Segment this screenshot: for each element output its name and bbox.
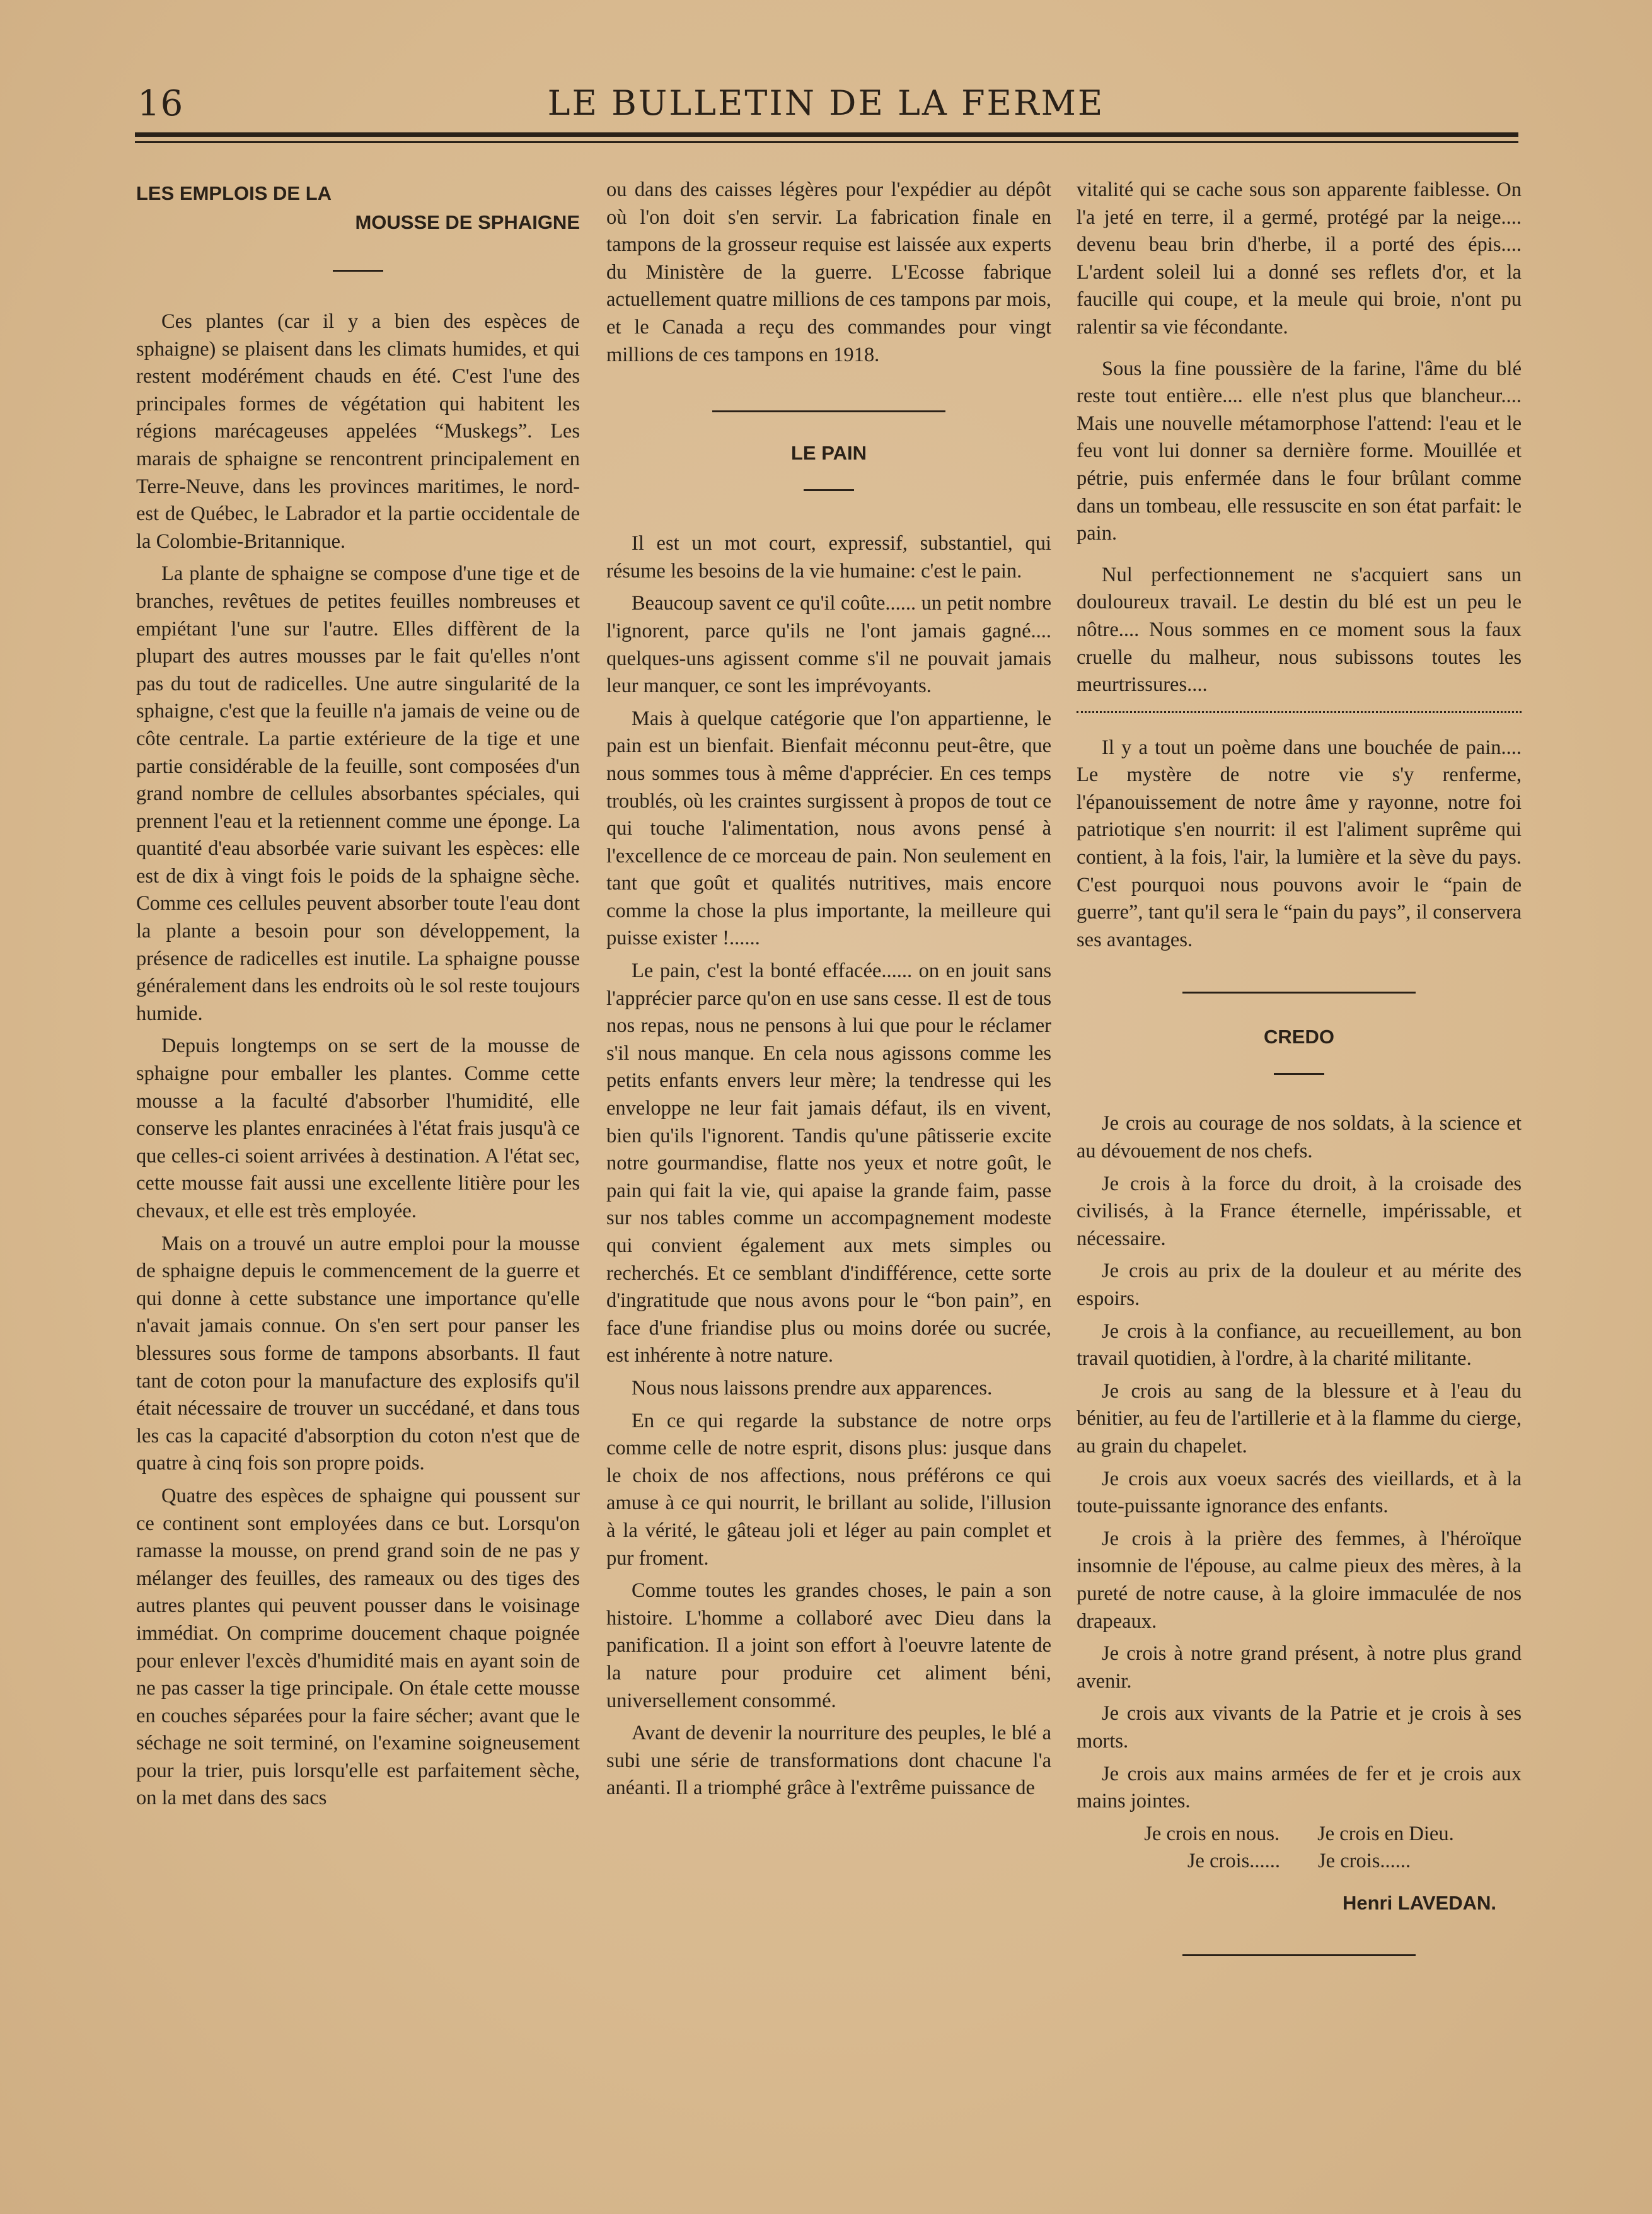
article-title-credo: CREDO [1264,1026,1334,1048]
paragraph: Comme toutes les grandes choses, le pain a son histoire. L'homme a collaboré avec Dieu dans la panification. Il a joint son effort à l'oeuvre latente de la nature pour produire cet aliment béni, universellement consommé. [606,1579,1051,1712]
paragraph: Il est un mot court, expressif, substantiel, qui résume les besoins de la vie humaine: c'est le pain. [606,532,1051,582]
title-separator [1274,1073,1324,1075]
credo-final-line [1077,1821,1522,1848]
article-title-pain: LE PAIN [791,442,867,465]
credo-paragraph: Je crois au prix de la douleur et au mérite des espoirs. [1077,1260,1522,1310]
closing-rule [1182,1954,1416,1956]
header-rule-thick [135,132,1518,137]
article-title-mousse [136,179,580,237]
title-separator [333,270,383,272]
credo-paragraph: Je crois aux vivants de la Patrie et je crois à ses morts. [1077,1702,1522,1753]
paragraph: Avant de devenir la nourriture des peuples, le blé a subi une série de transformations dont chacune l'a anéanti. Il a triomphé grâce à l'extrême puissance de [606,1722,1051,1800]
credo-paragraph: Je crois aux mains armées de fer et je crois aux mains jointes. [1077,1762,1522,1813]
paragraph: Quatre des espèces de sphaigne qui poussent sur ce continent sont employées dans ce but. Lorsqu'on ramasse la mousse, on prend grand soin de ne pas y mélanger des feuilles, des rameaux ou des tiges des autres plantes qui peuvent pousser dans le voisinage immédiat. On comprime doucement chaque poignée pour enlever l'excès d'humidité mais en ayant soin de ne pas casser la tige principale. On étale cette mousse en couches séparées pour la faire sécher; avant que le séchage ne soit terminé, on l'examine soigneusement pour la trier, puis lorsqu'elle est parfaitement sèche, on la met dans des sacs [136,1484,580,1810]
credo-paragraph: Je crois à la confiance, au recueillement, au bon travail quotidien, à l'ordre, à la charité militante. [1077,1319,1522,1371]
paragraph: Ces plantes (car il y a bien des espèces de sphaigne) se plaisent dans les climats humides, et qui restent modérément chauds en été. C'est l'une des principales formes de végétation qui habitent les régions marécageuses appelées “Muskegs”. Les marais de sphaigne se rencontrent principalement en Terre-Neuve, dans les provinces maritimes, le nord-est de Québec, le Labrador et la partie occidentale de la Colombie-Britannique. [136,310,580,553]
column-2 [606,177,1051,1807]
paragraph: Il y a tout un poème dans une bouchée de pain.... Le mystère de notre vie s'y renferme, l'épanouissement de notre âme y rayonne, notre foi patriotique s'en nourrit: il est l'aliment suprême qui contient, à la fois, l'air, la lumière et la sève du pays. C'est pourquoi nous pouvons avoir le “pain de guerre”, tant qu'il sera le “pain du pays”, il conservera ses avantages. [1077,736,1522,951]
credo-paragraph: Je crois au sang de la blessure et à l'eau du bénitier, au feu de l'artillerie et à la flamme du cierge, au grain du chapelet. [1077,1379,1522,1458]
paragraph: Beaucoup savent ce qu'il coûte...... un petit nombre l'ignorent, parce qu'ils ne l'ont jamais gagné.... quelques-uns agissent comme s'il ne pouvait jamais leur manquer, ce sont les imprévoyants. [606,592,1051,698]
dotted-separator [1077,710,1522,713]
title-line-2: MOUSSE DE SPHAIGNE [355,211,580,233]
credo-paragraph: Je crois à la force du droit, à la croisade des civilisés, à la France éternelle, impérissable, et nécessaire. [1077,1172,1522,1250]
paragraph: Le pain, c'est la bonté effacée...... on en jouit sans l'apprécier parce qu'on en use sans cesse. Il est de tous nos repas, nous ne pensons à lui que pour le réclamer s'il nous manque. En cela nous agissons comme les petits enfants envers leur mère; la tendresse qui les enveloppe ne leur fait jamais défaut, ils en vivent, bien qu'ils l'ignorent. Tandis qu'une pâtisserie excite notre gourmandise, flatte nos yeux et notre goût, le pain qui fait la vie, qui apaise la grande faim, passe sur nos tables comme un accompagnement modeste qui convient également aux mets simples ou recherchés. Et ce semblant d'indifférence, cette sorte d'ingratitude que nous avons pour le “bon pain”, en face d'une friandise plus ou moins dorée ou sucrée, est inhérente à notre nature. [606,959,1051,1367]
paragraph-continuation: ou dans des caisses légères pour l'expédier au dépôt où l'on doit s'en servir. La fabrication finale en tampons de la grosseur requise est laissée aux experts du Ministère de la guerre. L'Ecosse fabrique actuellement quatre millions de ces tampons par mois, et le Canada a reçu des commandes pour vingt millions de ces tampons en 1918. [606,178,1051,366]
title-line-1: LES EMPLOIS DE LA [136,182,332,204]
paragraph: Mais à quelque catégorie que l'on appartienne, le pain est un bienfait. Bienfait méconnu peut-être, que nous sommes tous à même d'apprécier. En ces temps troublés, où les craintes surgissent à propos de tout ce qui touche l'alimentation, nous avons pensé à l'excellence de ce morceau de pain. Non seulement en tant que goût et qualités nutritives, mais encore comme la chose la plus importante, la meilleure qui puisse exister !...... [606,707,1051,950]
author-signature: Henri LAVEDAN. [1342,1891,1496,1914]
credo-final-line [1077,1848,1522,1875]
paragraph: Depuis longtemps on se sert de la mousse de sphaigne pour emballer les plantes. Comme cette mousse a la faculté d'absorber l'humidité, elle conserve les plantes enracinées à l'état frais jusqu'à ce que celles-ci soient arrivées à destination. A l'état sec, cette mousse fait aussi une excellente litière pour les chevaux, et elle est très employée. [136,1035,580,1222]
paragraph: Nul perfectionnement ne s'acquiert sans un douloureux travail. Le destin du blé est un peu le nôtre.... Nous sommes en ce moment sous la faux cruelle du malheur, nous subissons toutes les meurtrissures.... [1077,563,1522,697]
credo-paragraph: Je crois à la prière des femmes, à l'héroïque insomnie de l'épouse, au calme pieux des mères, à la pureté de notre cause, à la gloire immaculée de nos drapeaux. [1077,1527,1522,1633]
credo-phrase: Je crois en nous. [1144,1822,1280,1845]
article-separator [1182,992,1416,994]
column-1 [136,177,580,1817]
newspaper-title: LE BULLETIN DE LA FERME [547,83,1105,123]
article-separator [712,410,945,412]
credo-paragraph: Je crois à notre grand présent, à notre plus grand avenir. [1077,1642,1522,1693]
credo-phrase: Je crois en Dieu. [1317,1822,1454,1845]
paragraph: La plante de sphaigne se compose d'une tige et de branches, revêtues de petites feuilles nombreuses et empiétant l'une sur l'autre. Elles diffèrent de la plupart des autres mousses par le fait qu'elles n'ont pas du tout de radicelles. Une autre singularité de la sphaigne, c'est que la feuille n'a jamais de veine ou de côte centrale. La partie extérieure de la tige et une partie considérable de la feuille, sont composées d'un grand nombre de cellules absorbantes spéciales, qui prennent l'eau et la retiennent comme une éponge. La quantité d'eau absorbée varie suivant les espèces: elle est de dix à vingt fois le poids de la sphaigne sèche. Comme ces cellules peuvent absorber toute l'eau dont la plante a besoin pour son développement, la présence de radicelles est inutile. La sphaigne pousse généralement dans les endroits où le sol reste toujours humide. [136,562,580,1025]
paragraph: En ce qui regarde la substance de notre orps comme celle de notre esprit, disons plus: jusque dans le choix de nos affections, nous préférons ce qui amuse à ce qui nourrit, le brillant au solide, l'illusion à la vérité, le gâteau joli et léger au pain complet et pur froment. [606,1409,1051,1570]
column-3 [1077,177,1522,1956]
paragraph: Sous la fine poussière de la farine, l'âme du blé reste tout entière.... elle n'est plus que blancheur.... Mais une nouvelle métamorphose l'attend: l'eau et le feu vont lui donner sa dernière forme. Mouillée et pétrie, puis enfermée dans le four brûlant comme dans un tombeau, elle ressuscite en son état parfait: le pain. [1077,357,1522,545]
credo-phrase: Je crois...... [1318,1850,1411,1873]
credo-paragraph: Je crois au courage de nos soldats, à la science et au dévouement de nos chefs. [1077,1112,1522,1163]
page-number: 16 [137,83,184,124]
credo-phrase: Je crois...... [1187,1850,1280,1873]
paragraph: Nous nous laissons prendre aux apparences. [632,1376,993,1400]
header-rule-thin [135,141,1518,143]
title-separator [804,489,854,491]
paragraph: Mais on a trouvé un autre emploi pour la mousse de sphaigne depuis le commencement de la guerre et qui donne à cette substance une importance qu'elle n'avait jamais connue. On s'en sert pour panser les blessures sous forme de tampons absorbants. Il faut tant de coton pour la manufacture des explosifs qu'il était nécessaire de trouver un succédané, et dans tous les cas la capacité d'absorption du coton n'est que de quatre à cinq fois son propre poids. [136,1232,580,1475]
paragraph-continuation: vitalité qui se cache sous son apparente faiblesse. On l'a jeté en terre, il a germé, protégé par la neige.... devenu beau brin d'herbe, il a porté des épis.... L'ardent soleil lui a donné ses reflets d'or, et la faucille qui coupe, et la meule qui broie, n'ont pu ralentir sa vie fécondante. [1077,178,1522,339]
credo-paragraph: Je crois aux voeux sacrés des vieillards, et à la toute-puissante ignorance des enfants. [1077,1467,1522,1518]
